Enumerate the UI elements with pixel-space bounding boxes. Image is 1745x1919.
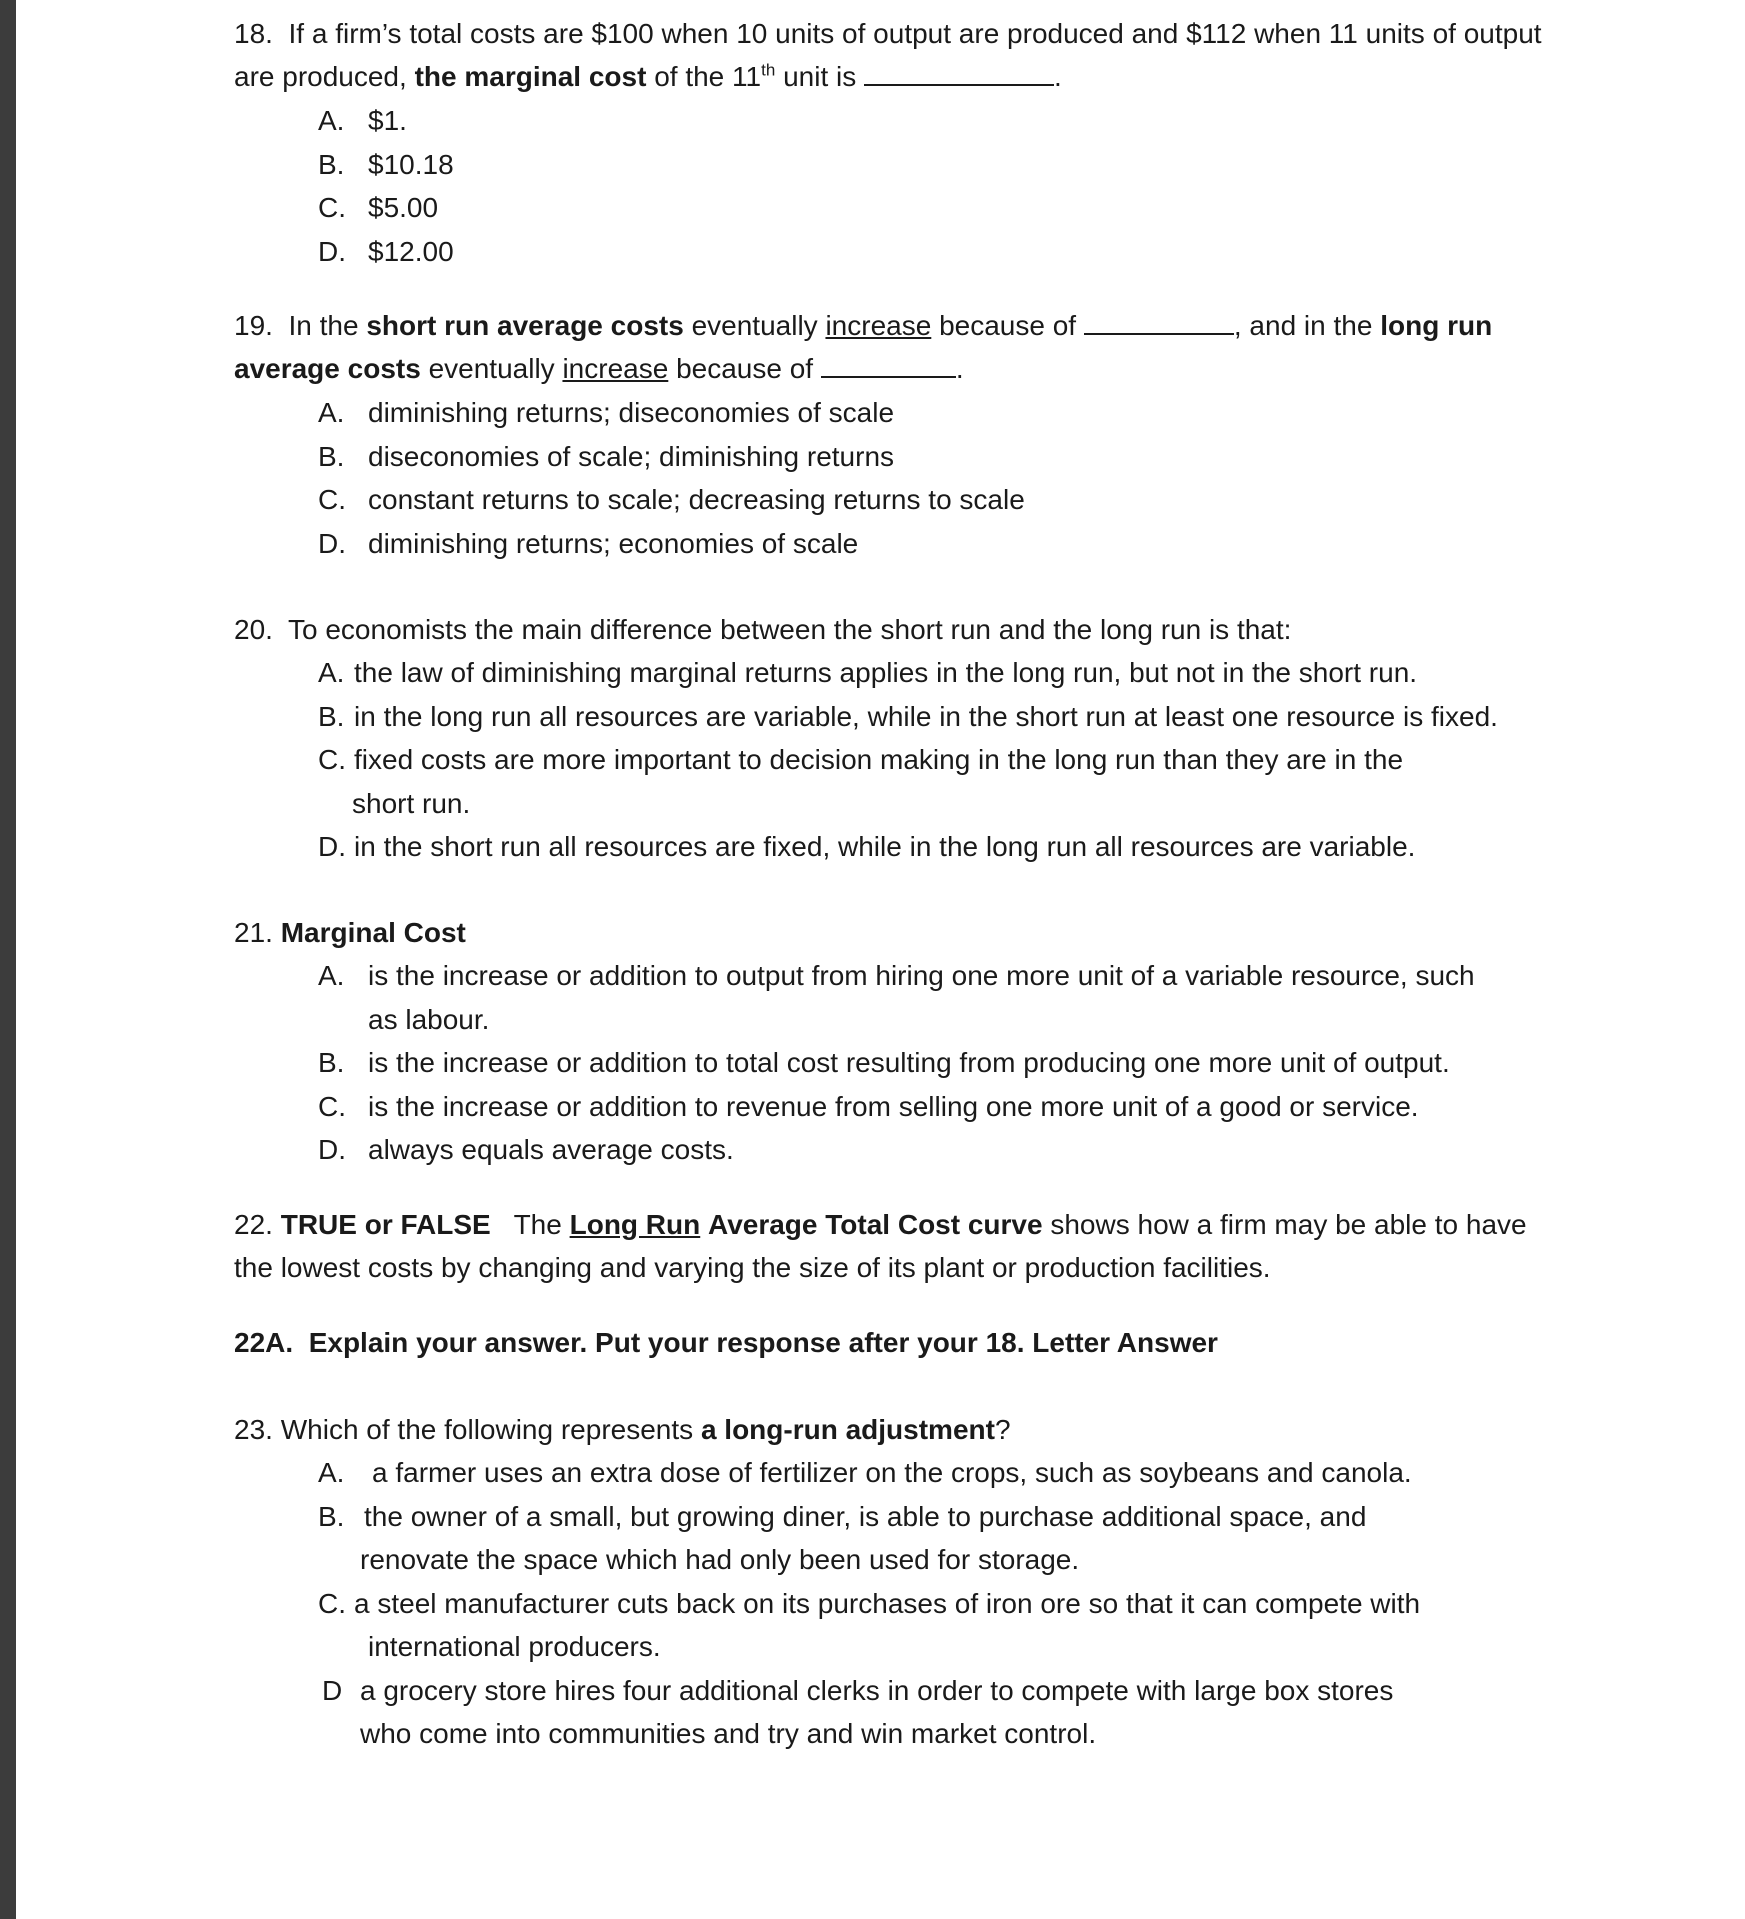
option-letter: A. [318,657,345,688]
option-text: diminishing returns; economies of scale [368,527,859,559]
option-b [318,435,895,479]
bold-term: a long-run adjustment [700,1414,995,1445]
question-text: . [955,353,964,384]
options-18 [318,99,454,273]
question-23 [234,1408,1564,1451]
option-text: a grocery store hires four additional clerks in order to compete with large box stores [360,1674,1394,1706]
question-text: because of [676,353,814,384]
question-text: of the 11 [654,61,762,92]
option-b [318,1041,1450,1085]
option-a [318,651,1418,695]
option-letter: B. [318,440,345,472]
option-letter: B. [318,148,345,180]
question-text: shows how a firm may be able to have the lowest costs by changing and varying the size of its plant or production facilities. [234,1209,1527,1283]
option-a [318,1451,1412,1495]
option-a [318,99,407,143]
option-text: who come into communities and try and win market control. [360,1718,1097,1749]
option-d [318,1128,734,1172]
bold-term: short run average costs [366,310,684,341]
options-19 [318,391,1025,565]
question-text: unit is [783,61,857,92]
option-text: $5.00 [368,192,439,223]
question-text: . [1054,61,1062,92]
option-letter: B. [318,1500,345,1532]
option-text: short run. [352,787,471,819]
option-letter: B. [318,700,345,732]
option-c [318,478,1025,522]
option-text: $1. [368,105,407,136]
answer-blank [1084,305,1234,335]
option-c-continued [318,782,470,826]
option-letter: D. [318,831,346,862]
question-text: eventually [691,310,818,341]
option-c-continued [318,1625,1096,1669]
answer-blank [864,56,1054,86]
question-text: ? [994,1414,1011,1445]
option-d [318,825,1416,869]
question-20 [234,608,1564,651]
question-number: 18. [234,18,273,49]
option-text: the owner of a small, but growing diner, is able to purchase additional space, and [364,1500,1367,1532]
option-letter: C. [318,192,346,223]
answer-blank [821,348,956,378]
instruction-text: 22A. Explain your answer. Put your response after your 18. Letter Answer [234,1327,1218,1358]
option-letter: D. [318,1134,346,1165]
question-22 [234,1203,1564,1289]
bold-term: TRUE or FALSE [280,1209,491,1240]
option-b-continued [318,1538,1096,1582]
option-text: is the increase or addition to total cost resulting from producing one more unit of output. [368,1047,1450,1078]
option-letter: C. [318,1090,346,1122]
question-19 [234,304,1564,390]
question-number: 21. [234,917,273,948]
option-text: a farmer uses an extra dose of fertilizer on the crops, such as soybeans and canola. [372,1457,1412,1488]
question-text: because of [939,310,1077,341]
option-c [318,738,1404,782]
option-a [318,391,895,435]
option-letter: C. [318,1587,346,1619]
question-21 [234,911,1564,954]
options-21 [318,954,1475,1172]
option-text: as labour. [368,1003,490,1035]
option-letter: D [322,1674,343,1706]
options-23 [318,1451,1421,1756]
question-18 [234,12,1564,98]
option-text: is the increase or addition to output from hiring one more unit of a variable resource, such [368,960,1475,991]
option-d [318,522,859,566]
option-text: always equals average costs. [368,1134,734,1165]
option-d [318,1669,1394,1713]
option-text: a steel manufacturer cuts back on its purchases of iron ore so that it can compete with [354,1587,1421,1619]
underlined-term: increase [562,353,669,384]
option-text: $10.18 [368,148,454,180]
option-letter: A. [318,397,345,428]
superscript: th [761,60,776,80]
question-number: 23. [234,1414,273,1445]
question-text: To economists the main difference between the short run and the long run is that: [288,614,1292,645]
option-d-continued [318,1712,1096,1756]
option-text: in the short run all resources are fixed, while in the long run all resources are variable. [354,831,1416,862]
bold-term: the marginal cost [414,61,647,92]
underlined-term: increase [825,310,932,341]
question-text: Which of the following represents [280,1414,694,1445]
bold-term: Average Total Cost curve [708,1209,1043,1240]
question-text: If a firm’s total costs are $100 when 10 units of output are produced and $112 when 11 units of output are produced, [234,18,1542,92]
question-text: eventually [428,353,555,384]
option-text: international producers. [368,1631,661,1662]
question-text: In the [288,310,359,341]
option-letter: C. [318,744,346,775]
option-b [318,695,1498,739]
option-text: diseconomies of scale; diminishing returns [368,440,895,472]
option-text: renovate the space which had only been used for storage. [360,1544,1080,1575]
option-letter: C. [318,484,346,515]
option-text: in the long run all resources are variable, while in the short run at least one resource is fixed. [354,700,1498,732]
option-c [318,1085,1419,1129]
options-20 [318,651,1498,869]
option-d [318,230,454,274]
option-letter: A. [318,1457,345,1488]
option-text: the law of diminishing marginal returns applies in the long run, but not in the short run. [354,657,1418,688]
option-text: is the increase or addition to revenue from selling one more unit of a good or service. [368,1090,1419,1122]
question-22a [234,1321,1564,1364]
option-text: fixed costs are more important to decision making in the long run than they are in the [354,744,1404,775]
document-page [16,0,1745,1919]
question-text: , and in the [1233,310,1373,341]
option-a-continued [318,998,489,1042]
bold-term: Marginal Cost [280,917,466,948]
option-c [318,1582,1421,1626]
option-a [318,954,1475,998]
option-text: constant returns to scale; decreasing returns to scale [368,484,1025,515]
option-c [318,186,439,230]
question-number: 20. [234,614,273,645]
option-text: diminishing returns; diseconomies of scale [368,397,895,428]
question-text: The [513,1209,562,1240]
underlined-term: Long Run [569,1209,701,1240]
question-number: 22. [234,1209,273,1240]
option-letter: A. [318,105,345,136]
option-b [318,1495,1367,1539]
option-letter: D. [318,527,346,559]
option-b [318,143,454,187]
bold-term: long run average costs [234,310,1493,384]
option-letter: A. [318,960,345,991]
option-letter: D. [318,235,346,267]
option-letter: B. [318,1047,345,1078]
option-text: $12.00 [368,235,454,267]
question-number: 19. [234,310,273,341]
